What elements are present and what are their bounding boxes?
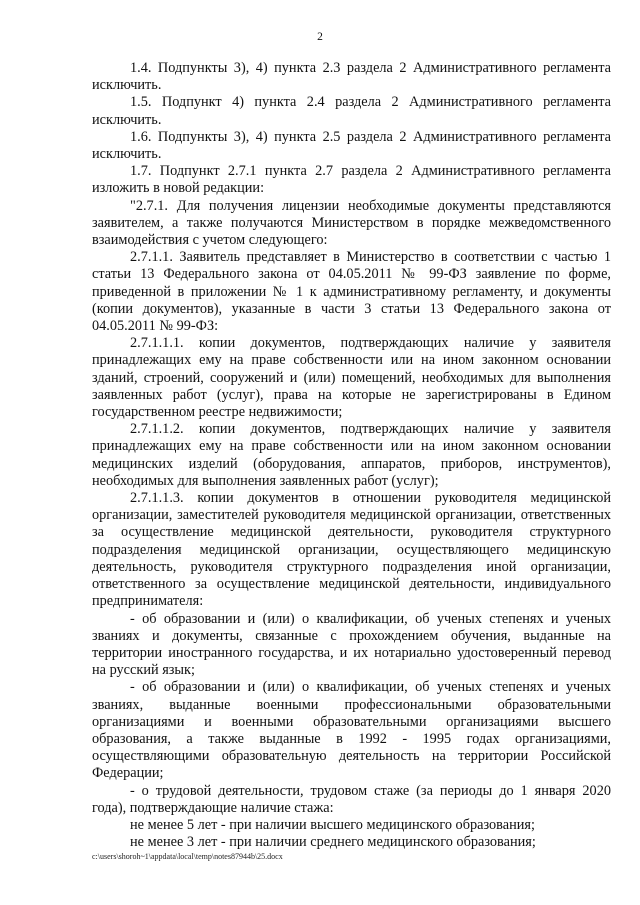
paragraph-2-7-1-1-3: 2.7.1.1.3. копии документов в отношении руководителя медицинской организации, заместителей руководителя медицинской организации, ответственных за осуществление медицинской деятельности, руководителя структурного подразделения медицинской организации, осуществляющего медицинскую деятельность, руководителя структурного подразделения иной организации, ответственного за осуществление медицинской деятельности, индивидуального предпринимателя: bbox=[92, 490, 611, 610]
document-body bbox=[92, 60, 611, 851]
paragraph-1-7: 1.7. Подпункт 2.7.1 пункта 2.7 раздела 2 Административного регламента изложить в новой редакции: bbox=[92, 163, 611, 197]
paragraph-bullet-work-experience: - о трудовой деятельности, трудовом стаже (за периоды до 1 января 2020 года), подтверждающие наличие стажа: bbox=[92, 782, 611, 816]
paragraph-bullet-education-military: - об образовании и (или) о квалификации, об ученых степенях и ученых званиях, выданные военными профессиональными образовательными организациями и военными образовательными организациями высшего образования, а также выданные в 1992 - 1995 годах организациями, осуществляющими образовательную деятельность на территории Российской Федерации; bbox=[92, 679, 611, 782]
paragraph-2-7-1-1: 2.7.1.1. Заявитель представляет в Министерство в соответствии с частью 1 статьи 13 Федерального закона от 04.05.2011 № 99-ФЗ заявление по форме, приведенной в приложении № 1 к административному регламенту, и документы (копии документов), указанные в части 3 статьи 13 Федерального закона от 04.05.2011 № 99-ФЗ: bbox=[92, 249, 611, 335]
footer-file-path: c:\users\shoroh~1\appdata\local\temp\notes87944b\25.docx bbox=[92, 852, 283, 861]
paragraph-1-5: 1.5. Подпункт 4) пункта 2.4 раздела 2 Административного регламента исключить. bbox=[92, 94, 611, 128]
paragraph-1-4: 1.4. Подпункты 3), 4) пункта 2.3 раздела 2 Административного регламента исключить. bbox=[92, 60, 611, 94]
paragraph-2-7-1: "2.7.1. Для получения лицензии необходимые документы представляются заявителем, а также получаются Министерством в порядке межведомственного взаимодействия с учетом следующего: bbox=[92, 197, 611, 249]
paragraph-2-7-1-1-2: 2.7.1.1.2. копии документов, подтверждающих наличие у заявителя принадлежащих ему на праве собственности или на ином законном основании медицинских изделий (оборудования, аппаратов, приборов, инструментов), необходимых для выполнения заявленных работ (услуг); bbox=[92, 421, 611, 489]
page-number: 2 bbox=[317, 31, 323, 43]
paragraph-bullet-education-foreign: - об образовании и (или) о квалификации, об ученых степенях и ученых званиях и документы, связанные с прохождением обучения, выданные на территории иностранного государства, и их нотариально удостоверенный перевод на русский язык; bbox=[92, 610, 611, 679]
paragraph-stage-secondary: не менее 3 лет - при наличии среднего медицинского образования; bbox=[130, 834, 536, 851]
paragraph-stage-higher: не менее 5 лет - при наличии высшего медицинского образования; bbox=[130, 816, 535, 833]
paragraph-1-6: 1.6. Подпункты 3), 4) пункта 2.5 раздела 2 Административного регламента исключить. bbox=[92, 128, 611, 163]
paragraph-2-7-1-1-1: 2.7.1.1.1. копии документов, подтверждающих наличие у заявителя принадлежащих ему на праве собственности или на ином законном основании зданий, строений, сооружений и (или) помещений, необходимых для выполнения заявленных работ (услуг), права на которые не зарегистрированы в Едином государственном реестре недвижимости; bbox=[92, 335, 611, 421]
